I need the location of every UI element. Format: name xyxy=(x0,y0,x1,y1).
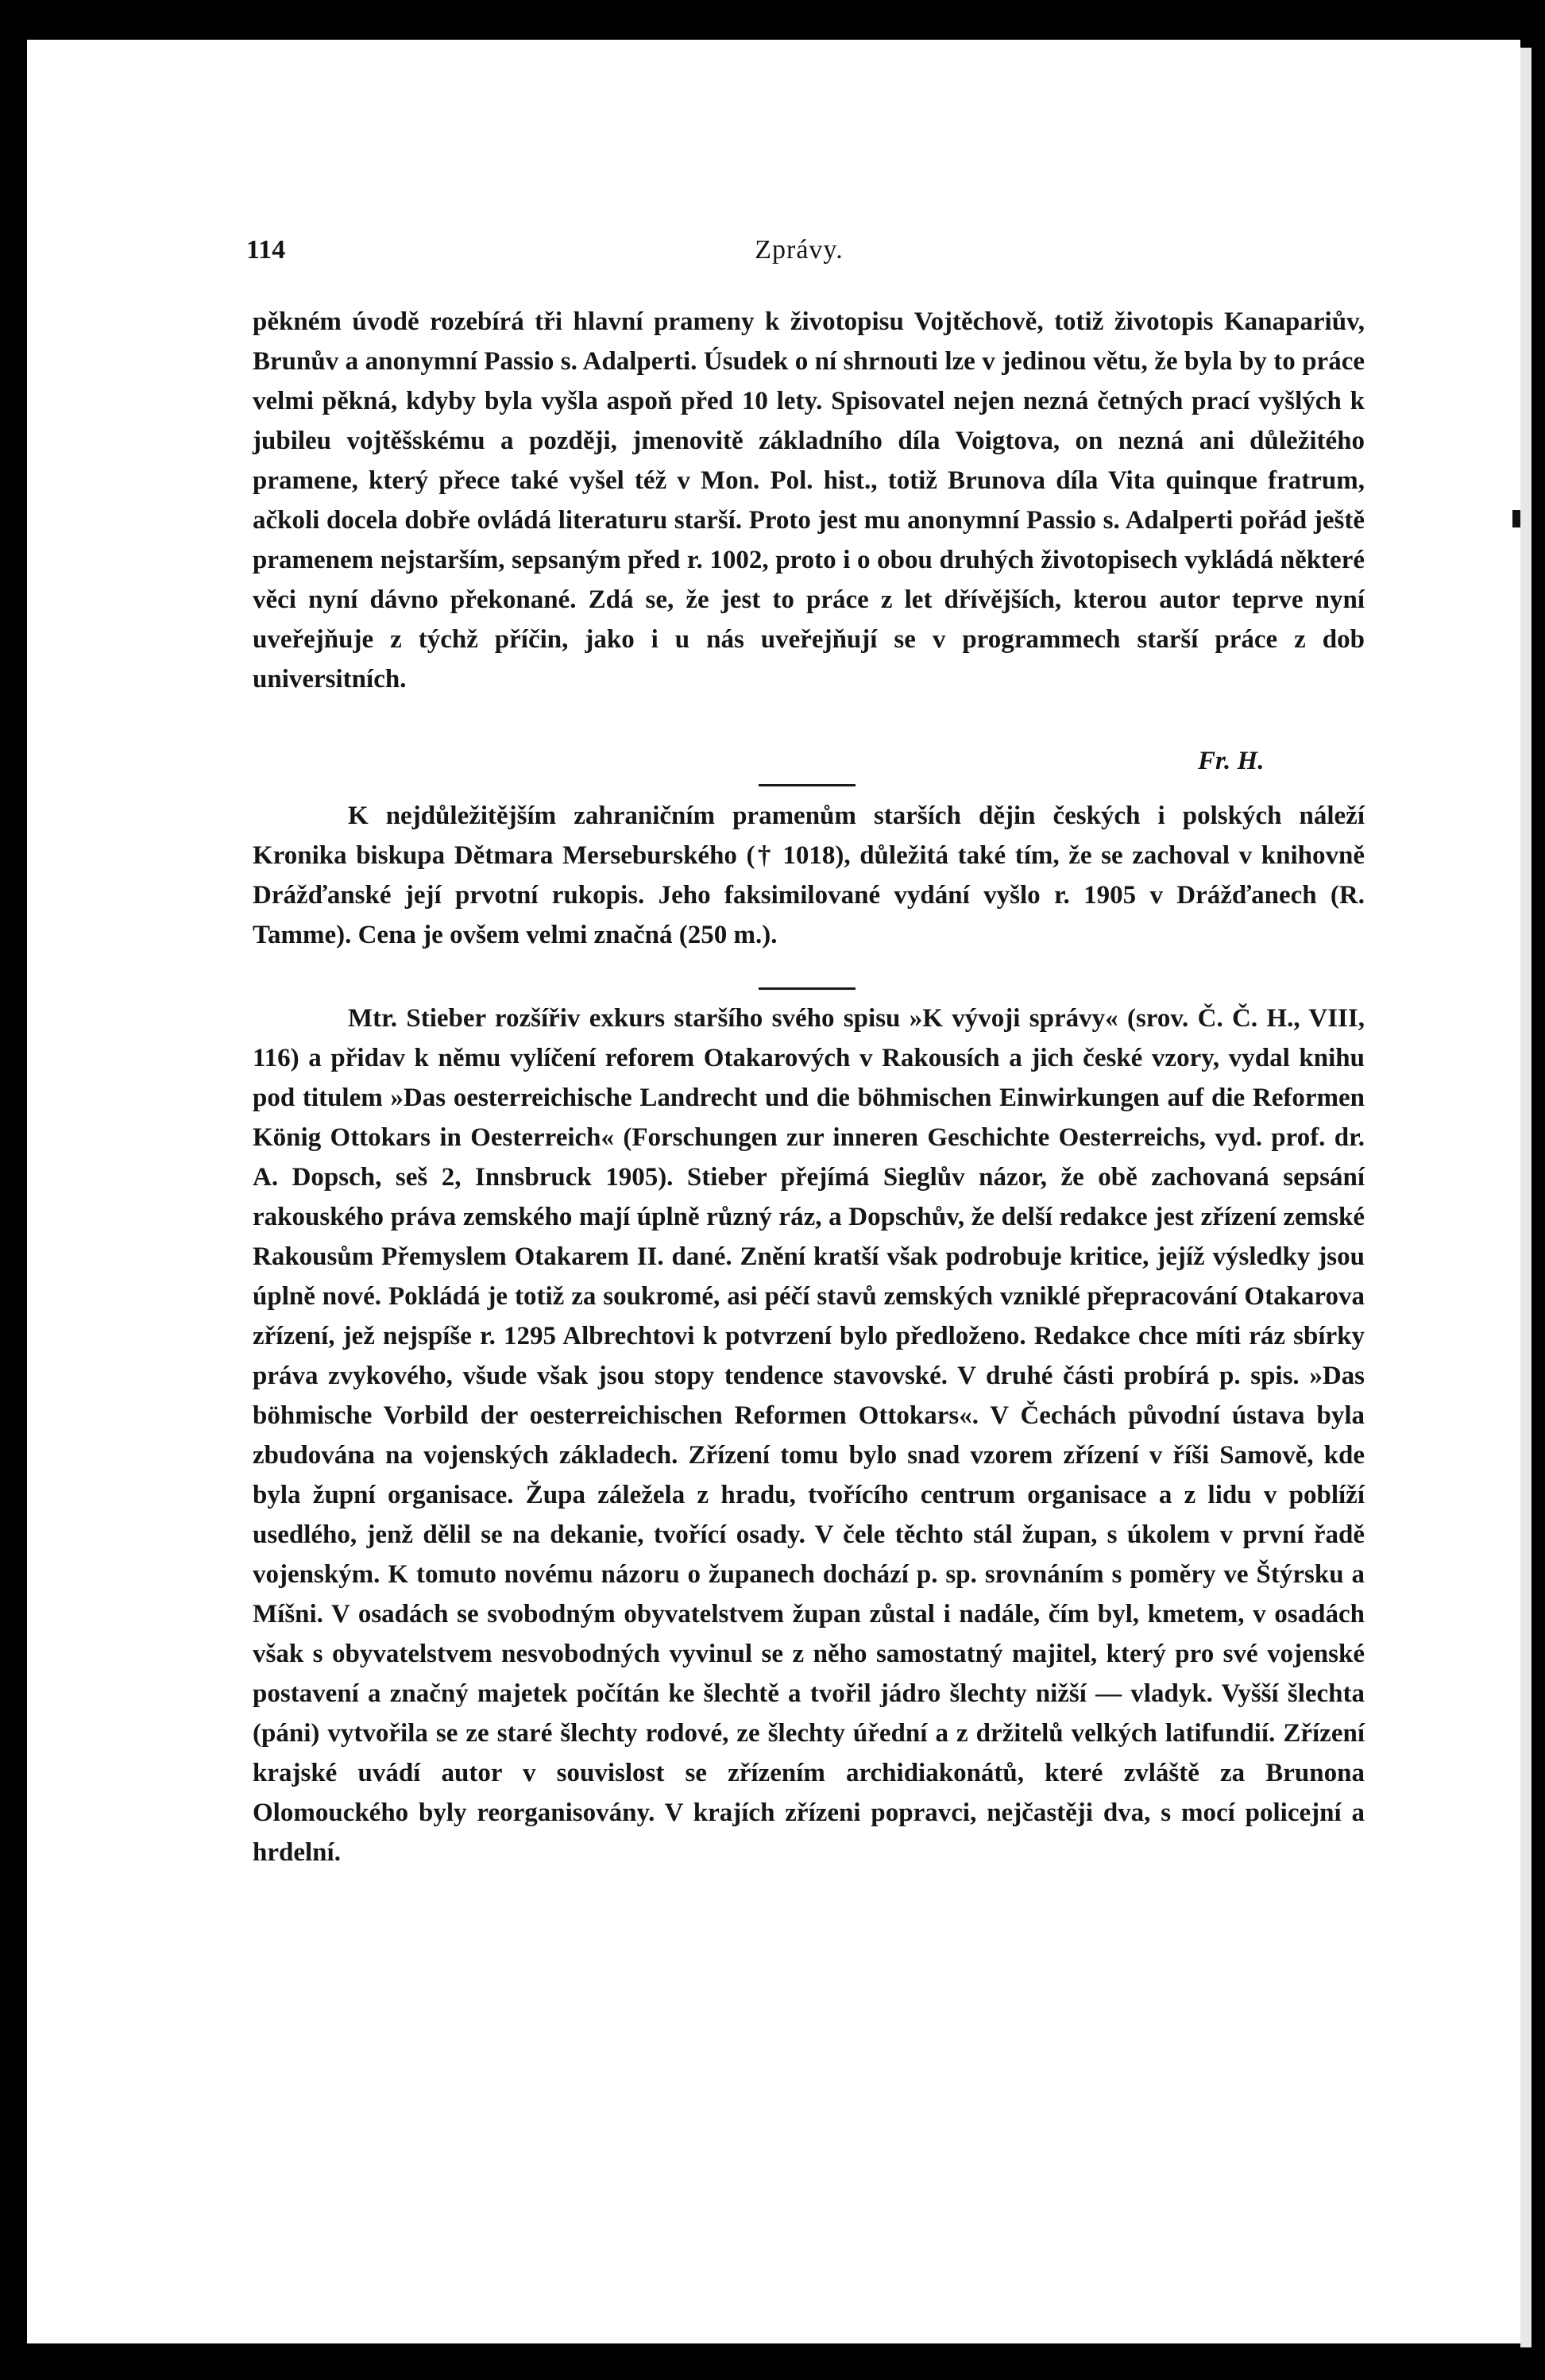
running-title: Zprávy. xyxy=(755,235,844,265)
paragraph-3-block xyxy=(253,999,1365,1872)
signature: Fr. H. xyxy=(1198,747,1265,775)
page-number: 114 xyxy=(246,235,286,265)
scan-right-edge xyxy=(1520,48,1531,2347)
section-divider xyxy=(759,987,856,990)
paragraph-1-block xyxy=(253,302,1365,699)
scan-left-edge xyxy=(6,0,22,2380)
paragraph-1: pěkném úvodě rozebírá tři hlavní prameny k životopisu Vojtěchově, totiž životopis Kanapariův, Brunův a anonymní Passio s. Adalperti. Úsudek o ní shrnouti lze v jedinou větu, že byla by to práce velmi pěkná, kdyby byla vyšla aspoň před 10 lety. Spisovatel nejen nezná četných prací vyšlých k jubileu vojtěšskému a později, jmenovitě základního díla Voigtova, on nezná ani důležitého pramene, který přece také vyšel též v Mon. Pol. hist., totiž Brunova díla Vita quinque fratrum, ačkoli docela dobře ovládá literaturu starší. Proto jest mu anonymní Passio s. Adalperti pořád ještě pramenem nejstarším, sepsaným před r. 1002, proto i o obou druhých životopisech vykládá některé věci nyní dávno překonané. Zdá se, že jest to práce z let dřívějších, kterou autor teprve nyní uveřejňuje z týchž příčin, jako i u nás uveřejňují se v programmech starší práce z dob universitních. xyxy=(253,307,1365,694)
paragraph-2: K nejdůležitějším zahraničním pramenům starších dějin českých i polských náleží Kronika biskupa Dětmara Merseburského († 1018), důležitá také tím, že se zachoval v knihovně Drážďanské její prvotní rukopis. Jeho faksimilované vydání vyšlo r. 1905 v Drážďanech (R. Tamme). Cena je ovšem velmi značná (250 m.). xyxy=(253,802,1365,949)
paragraph-2-block xyxy=(253,796,1365,955)
paragraph-3: Mtr. Stieber rozšířiv exkurs staršího svého spisu »K vývoji správy« (srov. Č. Č. H., VIII, 116) a přidav k němu vylíčení reforem Otakarových v Rakousích a jich české vzory, vydal knihu pod titulem »Das oesterreichische Landrecht und die böhmischen Einwirkungen auf die Reformen König Ottokars in Oesterreich« (Forschungen zur inneren Geschichte Oesterreichs, vyd. prof. dr. A. Dopsch, seš 2, Innsbruck 1905). Stieber přejímá Sieglův názor, že obě zachovaná sepsání rakouského práva zemského mají úplně různý ráz, a Dopschův, že delší redakce jest zřízení zemské Rakousům Přemyslem Otakarem II. dané. Znění kratší však podrobuje kritice, jejíž výsledky jsou úplně nové. Pokládá je totiž za soukromé, asi péčí stavů zemských vzniklé přepracování Otakarova zřízení, jež nejspíše r. 1295 Albrechtovi k potvrzení bylo předloženo. Redakce chce míti ráz sbírky práva zvykového, všude však jsou stopy tendence stavovské. V druhé části probírá p. spis. »Das böhmische Vorbild der oesterreichischen Reformen Ottokars«. V Čechách původní ústava byla zbudována na vojenských základech. Zřízení tomu bylo snad vzorem zřízení v říši Samově, kde byla župní organisace. Župa záležela z hradu, tvořícího centrum organisace a z lidu v poblíží usedlého, jenž dělil se na dekanie, tvořící osady. V čele těchto stál župan, s úkolem v první řadě vojenským. K tomuto novému názoru o županech dochází p. sp. srovnáním s poměry ve Štýrsku a Míšni. V osadách se svobodným obyvatelstvem župan zůstal i nadále, čím byl, kmetem, v osadách však s obyvatelstvem nesvobodných vyvinul se z něho samostatný majitel, který pro své vojenské postavení a značný majetek počítán ke šlechtě a tvořil jádro šlechty nižší — vladyk. Vyšší šlechta (páni) vytvořila se ze staré šlechty rodové, ze šlechty úřední a z držitelů velkých latifundií. Zřízení krajské uvádí autor v souvislost se zřízením archidiakonátů, které zvláště za Brunona Olomouckého byly reorganisovány. V krajích zřízeni popravci, nejčastěji dva, s mocí policejní a hrdelní. xyxy=(253,1004,1365,1867)
section-divider xyxy=(759,784,856,786)
margin-mark xyxy=(1512,510,1520,527)
